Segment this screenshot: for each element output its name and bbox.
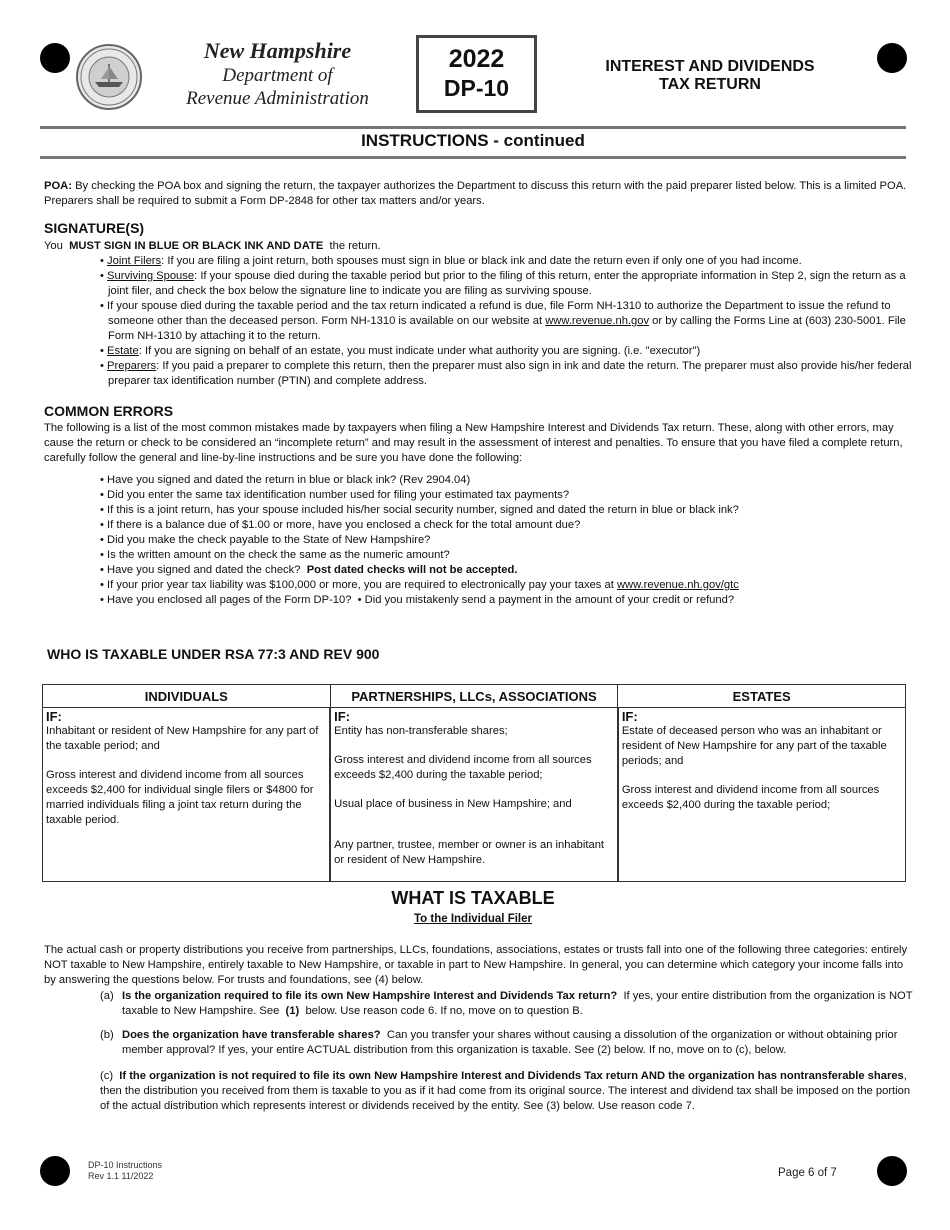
preparers-label: Preparers [107, 360, 157, 372]
list-item [100, 269, 918, 299]
footer-doc-info [88, 1160, 162, 1182]
question-label: (c) [100, 1070, 114, 1082]
common-errors-heading: COMMON ERRORS [44, 403, 174, 419]
question-b [100, 1028, 920, 1058]
postdated-warning: Post dated checks will not be accepted. [306, 564, 518, 576]
department-name: Department of [222, 65, 333, 86]
epay-link[interactable]: www.revenue.nh.gov/gtc [616, 579, 739, 591]
poa-label: POA: [44, 180, 72, 192]
answer-text: , then the distribution you received from them is taxable to you as if it had come from its original source. The interest and dividend tax shall be imposed on the portion of the actual distribution which represents interest or dividends received by the entity. See (3) below. Use reason code 7. [100, 1070, 911, 1112]
answer-text: If yes, your entire distribution from the organization is NOT taxable to New Hampshire. See [122, 990, 913, 1017]
list-item [100, 593, 918, 608]
condition-text: Usual place of business in New Hampshire; and [334, 798, 572, 810]
taxable-table [42, 684, 906, 882]
column-header-partnerships: PARTNERSHIPS, LLCs, ASSOCIATIONS [330, 685, 618, 708]
list-item-text: If your prior year tax liability was $100,000 or more, you are required to electronically pay your taxes at [107, 579, 614, 591]
individuals-cell [43, 708, 331, 882]
list-item [100, 254, 918, 269]
question-a [100, 989, 920, 1019]
if-label: IF: [621, 709, 638, 724]
list-item [100, 563, 918, 578]
registration-mark [40, 1156, 70, 1186]
list-item-text: or by calling the Forms Line at (603) 230-5001. File Form NH-1310 by attaching it to the return. [108, 315, 906, 342]
question-label: (b) [100, 1029, 114, 1041]
list-item-text: : If you are signing on behalf of an estate, you must indicate under what authority you are signing. (i.e. "executor") [138, 345, 701, 357]
list-item-text: : If you are filing a joint return, both spouses must sign in blue or black ink and date the return even if only one of you had income. [161, 255, 802, 267]
what-is-taxable-intro: The actual cash or property distributions you receive from partnerships, LLCs, foundations, associations, estates or trusts fall into one of the following three categories: entirely NOT taxable to New Hampshire, entirely taxable to New Hampshire, or taxable in part to New Hampshire. In general, you can determine which category your income falls into by answering the questions below. For trusts and foundations, see (4) below. [44, 944, 908, 986]
column-header-individuals: INDIVIDUALS [43, 685, 331, 708]
condition-text: Gross interest and dividend income from all sources exceeds $2,400 during the taxable period; [621, 784, 880, 811]
condition-text: Inhabitant or resident of New Hampshire for any part of the taxable period; and [46, 725, 319, 752]
list-item: • Is the written amount on the check the same as the numeric amount? [100, 548, 918, 563]
question-c [100, 1069, 920, 1114]
signatures-heading: SIGNATURE(S) [44, 220, 145, 236]
list-item-text: Have you enclosed all pages of the Form DP-10? [107, 594, 352, 606]
intro-text: the return. [329, 240, 381, 252]
footer-revision: Rev 1.1 11/2022 [88, 1171, 154, 1181]
question-text: If the organization is not required to file its own New Hampshire Interest and Dividends Tax return AND the organization has nontransferable shares [119, 1070, 904, 1082]
condition-text: Entity has non-transferable shares; [334, 725, 508, 737]
form-title [570, 58, 850, 94]
what-is-taxable-subheading: To the Individual Filer [414, 913, 532, 925]
agency-name [165, 38, 390, 110]
reference: (1) [285, 1005, 300, 1017]
registration-mark [877, 1156, 907, 1186]
divider [40, 126, 906, 129]
signatures-intro [44, 239, 914, 254]
taxable-table-heading: WHO IS TAXABLE UNDER RSA 77:3 AND REV 900 [47, 646, 380, 662]
list-item-text: • Did you mistakenly send a payment in the amount of your credit or refund? [357, 594, 735, 606]
condition-text: Gross interest and dividend income from all sources exceeds $2,400 for individual single filers or $4800 for married individuals filing a joint tax return during the taxable period. [46, 769, 314, 826]
condition-text: Any partner, trustee, member or owner is an inhabitant or resident of New Hampshire. [334, 839, 605, 866]
list-item: • Have you signed and dated the return in blue or black ink? (Rev 2904.04) [100, 473, 918, 488]
list-item-text: : If your spouse died during the taxable period but prior to the filing of this return, enter the appropriate information in Step 2, sign the return as a joint filer, and check the box below the signature line to indicate you are filing as surviving spouse. [108, 270, 906, 297]
form-title-line2: TAX RETURN [659, 76, 761, 93]
question-text: Does the organization have transferable shares? [122, 1029, 381, 1041]
intro-bold: MUST SIGN IN BLUE OR BLACK INK AND DATE [69, 240, 324, 252]
form-id-box [416, 35, 537, 113]
list-item-text: Have you signed and dated the check? [107, 564, 301, 576]
if-label: IF: [334, 709, 351, 724]
list-item [100, 344, 918, 359]
list-item: • Did you make the check payable to the State of New Hampshire? [100, 533, 918, 548]
registration-mark [877, 43, 907, 73]
question-text: Is the organization required to file its own New Hampshire Interest and Dividends Tax return? [122, 990, 618, 1002]
state-name: New Hampshire [203, 38, 352, 63]
page-number: Page 6 of 7 [778, 1167, 837, 1179]
revenue-website-link[interactable]: www.revenue.nh.gov [545, 315, 650, 327]
list-item [100, 359, 918, 389]
condition-text: Estate of deceased person who was an inhabitant or resident of New Hampshire for any part of the taxable periods; and [621, 725, 887, 767]
poa-text: By checking the POA box and signing the return, the taxpayer authorizes the Department to discuss this return with the paid preparer listed below. This is a limited POA. Preparers shall be required to submit a Form DP-2848 for other tax matters and/or years. [44, 180, 907, 207]
list-item [100, 299, 918, 344]
list-item-text: If your spouse died during the taxable period and the tax return indicated a refund is due, file Form NH-1310 to authorize the Department to issue the refund to someone other than the deceased person. Form NH-1310 is available on our website at [107, 300, 891, 327]
list-item: • Did you enter the same tax identification number used for filing your estimated tax payments? [100, 488, 918, 503]
signature-rules-list [100, 254, 918, 389]
administration-name: Revenue Administration [186, 88, 369, 109]
answer-text: below. Use reason code 6. If no, move on to question B. [305, 1005, 583, 1017]
registration-mark [40, 43, 70, 73]
page-heading: INSTRUCTIONS - continued [361, 131, 585, 150]
condition-text: Gross interest and dividend income from all sources exceeds $2,400 during the taxable period; [334, 754, 592, 781]
list-item: • If there is a balance due of $1.00 or more, have you enclosed a check for the total amount due? [100, 518, 918, 533]
list-item-text: : If you paid a preparer to complete this return, then the preparer must also sign in ink and date the return. The preparer must also provide his/her federal preparer tax identification number (PTIN) and complete address. [108, 360, 912, 387]
divider [40, 156, 906, 159]
what-is-taxable-heading: WHAT IS TAXABLE [391, 888, 555, 908]
partnerships-cell [330, 708, 618, 882]
question-label: (a) [100, 990, 114, 1002]
common-errors-intro: The following is a list of the most common mistakes made by taxpayers when filing a New Hampshire Interest and Dividends Tax return. These, along with other errors, may cause the return or check to be considered an “incomplete return” and may result in the assessment of interest and penalties. To ensure that you have filed a complete return, carefully follow the general and line-by-line instructions and be sure you have done the following: [44, 422, 903, 464]
if-label: IF: [46, 709, 62, 724]
estates-cell [618, 708, 906, 882]
joint-filers-label: Joint Filers [107, 255, 162, 267]
list-item: • If this is a joint return, has your spouse included his/her social security number, signed and dated the return in blue or black ink? [100, 503, 918, 518]
surviving-spouse-label: Surviving Spouse [107, 270, 195, 282]
form-number: DP-10 [443, 75, 510, 101]
answer-text: Can you transfer your shares without causing a dissolution of the organization or without obtaining prior member approval? If yes, your entire ACTUAL distribution from this organization is taxable. See (2) below. If no, move on to (c), below. [122, 1029, 898, 1056]
form-title-line1: INTEREST AND DIVIDENDS [605, 58, 815, 75]
estate-label: Estate [107, 345, 139, 357]
poa-paragraph [44, 179, 914, 209]
tax-year: 2022 [448, 45, 505, 73]
common-errors-list [100, 473, 918, 608]
state-seal [76, 44, 142, 110]
footer-doc-name: DP-10 Instructions [88, 1160, 163, 1170]
intro-text: You [44, 240, 63, 252]
column-header-estates: ESTATES [618, 685, 906, 708]
list-item [100, 578, 918, 593]
